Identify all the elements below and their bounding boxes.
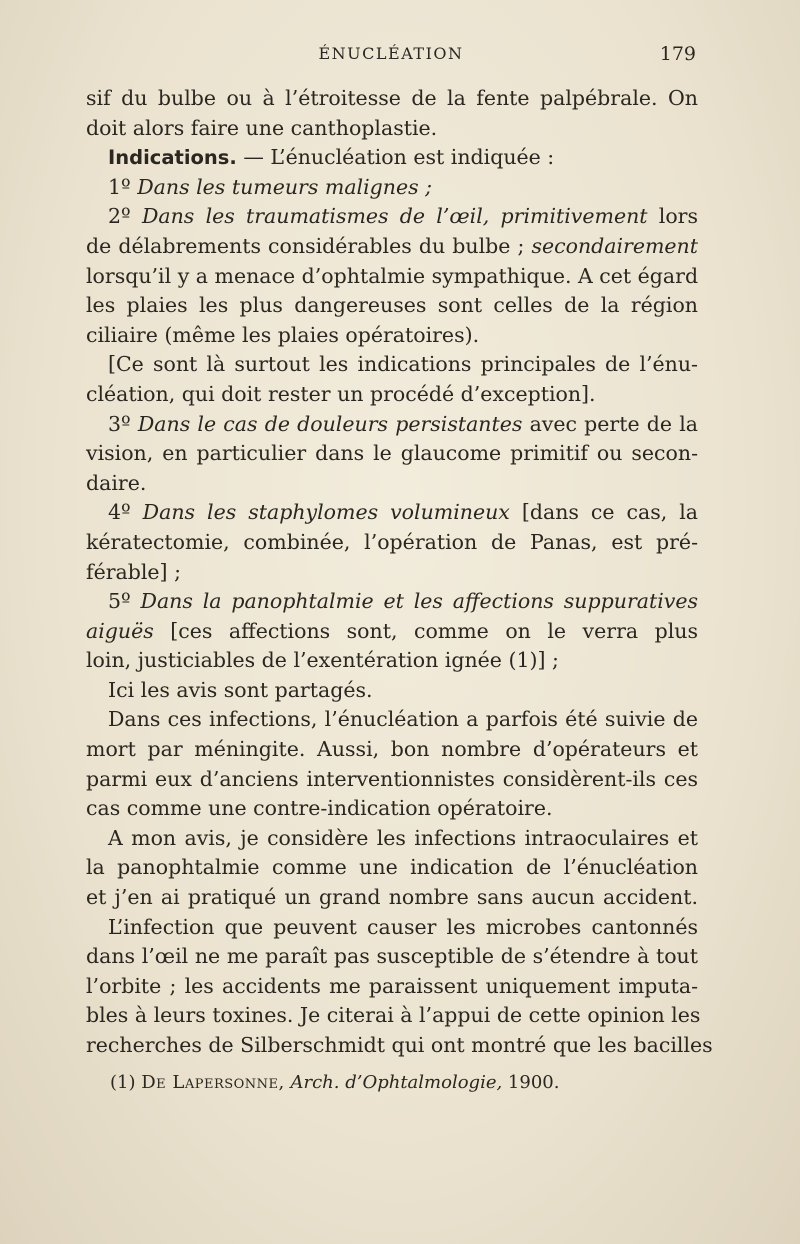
text-run: [ces affections sont, comme on le verra plus — [153, 618, 698, 643]
text-run: Dans la panophtalmie et les affections suppuratives — [140, 589, 698, 614]
text-line: [Ce sont là surtout les indications principales de l’énu- — [108, 352, 698, 377]
text-line — [86, 143, 698, 173]
text-line: sif du bulbe ou à l’étroitesse de la fente palpébrale. On — [86, 86, 698, 110]
running-title: ÉNUCLÉATION — [318, 44, 464, 63]
text-line: cléation, qui doit rester un procédé d’exception]. — [86, 381, 596, 406]
text-line — [86, 202, 698, 232]
text-run: secondairement — [531, 233, 698, 258]
text-line: recherches de Silberschmidt qui ont montré que les bacilles — [86, 1033, 713, 1057]
text-run: Dans le cas de douleurs persistantes — [137, 411, 523, 436]
text-run: Dans les staphylomes volumineux — [142, 500, 510, 525]
text-run: — L’énucléation est indiquée : — [243, 145, 555, 170]
text-line: dans l’œil ne me paraît pas susceptible de s’étendre à tout — [86, 944, 698, 969]
list-marker: 5º — [108, 589, 141, 614]
running-header — [86, 44, 696, 70]
list-marker: 1º — [108, 174, 138, 199]
text-line: doit alors faire une canthoplastie. — [86, 115, 438, 140]
text-line: Dans ces infections, l’énucléation a parfois été suivie de — [108, 707, 698, 732]
text-line: loin, justiciables de l’exentération ignée (1)] ; — [86, 648, 559, 673]
text-line: vision, en particulier dans le glaucome primitif ou secon- — [86, 441, 698, 466]
text-run: lors — [647, 204, 698, 229]
text-line — [86, 587, 698, 617]
text-run: Dans les tumeurs malignes ; — [137, 174, 433, 199]
footnote-marker: (1) — [110, 1072, 142, 1093]
text-line: Ici les avis sont partagés. — [108, 677, 373, 702]
text-run: aiguës — [86, 618, 154, 643]
text-line: cas comme une contre-indication opératoire. — [86, 796, 553, 821]
text-line: l’orbite ; les accidents me paraissent uniquement imputa- — [86, 973, 698, 998]
text-line — [86, 617, 698, 647]
text-line — [86, 410, 698, 440]
indications-heading: Indications. — [108, 146, 237, 170]
list-marker: 4º — [108, 500, 143, 525]
text-run: Dans les traumatismes de l’œil, primitivement — [141, 204, 648, 229]
list-marker: 2º — [108, 204, 142, 229]
text-line: les plaies les plus dangereuses sont celles de la région — [86, 293, 698, 318]
text-line: kératectomie, combinée, l’opération de Panas, est pré- — [86, 529, 698, 554]
text-line — [86, 232, 698, 262]
page-number: 179 — [659, 43, 696, 65]
text-line: férable] ; — [86, 559, 181, 584]
text-line: bles à leurs toxines. Je citerai à l’appui de cette opinion les — [86, 1003, 701, 1028]
footnote-journal: Arch. d’Ophtalmologie, — [284, 1072, 503, 1093]
text-line: L’infection que peuvent causer les microbes cantonnés — [108, 914, 698, 939]
list-marker: 3º — [108, 411, 138, 436]
text-line: daire. — [86, 470, 147, 495]
text-line: et j’en ai pratiqué un grand nombre sans aucun accident. — [86, 885, 698, 910]
footnote-year: 1900. — [502, 1072, 560, 1093]
text-line: A mon avis, je considère les infections intraoculaires et — [108, 825, 698, 850]
text-line: parmi eux d’anciens interventionnistes considèrent-ils ces — [86, 766, 698, 791]
text-run: de délabrements considérables du bulbe ; — [86, 233, 532, 258]
text-line: ciliaire (même les plaies opératoires). — [86, 322, 480, 347]
main-text — [86, 84, 713, 1061]
text-run: avec perte de la — [522, 411, 698, 436]
text-run: [dans ce cas, la — [509, 500, 699, 525]
text-line: la panophtalmie comme une indication de l’énucléation — [86, 855, 698, 880]
footnote-author: De Lapersonne, — [141, 1072, 285, 1093]
text-line — [86, 173, 698, 203]
footnote — [110, 1070, 700, 1096]
text-line: mort par méningite. Aussi, bon nombre d’opérateurs et — [86, 737, 698, 762]
text-line: lorsqu’il y a menace d’ophtalmie sympathique. A cet égard — [86, 263, 699, 288]
text-line — [86, 498, 698, 528]
